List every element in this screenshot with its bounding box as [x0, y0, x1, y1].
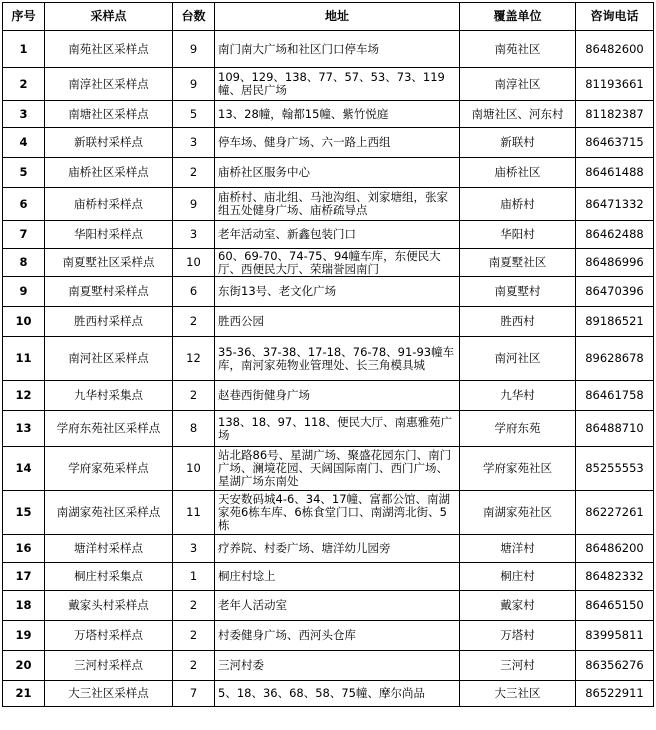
cell-desks: 9	[173, 188, 215, 221]
cell-phone: 86522911	[576, 681, 654, 707]
cell-address: 庙桥村、庙北组、马池沟组、刘家塘组，张家组五处健身广场、庙桥疏导点	[215, 188, 460, 221]
cell-phone: 89186521	[576, 307, 654, 337]
cell-coverage: 胜西村	[460, 307, 576, 337]
cell-address: 老年人活动室	[215, 591, 460, 621]
header-address: 地址	[215, 3, 460, 31]
cell-point: 南河社区采样点	[45, 337, 173, 381]
cell-address: 138、18、97、118、便民大厅、南惠雅苑广场	[215, 411, 460, 447]
cell-desks: 9	[173, 68, 215, 101]
cell-no: 1	[3, 31, 45, 68]
cell-no: 7	[3, 221, 45, 249]
cell-coverage: 学府家苑社区	[460, 447, 576, 491]
cell-desks: 7	[173, 681, 215, 707]
cell-phone: 86356276	[576, 651, 654, 681]
cell-point: 学府家苑采样点	[45, 447, 173, 491]
cell-address: 赵巷西街健身广场	[215, 381, 460, 411]
cell-phone: 86482332	[576, 563, 654, 591]
header-desks: 台数	[173, 3, 215, 31]
cell-no: 20	[3, 651, 45, 681]
cell-address: 东街13号、老文化广场	[215, 277, 460, 307]
cell-coverage: 南湖家苑社区	[460, 491, 576, 535]
cell-address: 南门南大广场和社区门口停车场	[215, 31, 460, 68]
cell-desks: 2	[173, 158, 215, 188]
cell-desks: 3	[173, 535, 215, 563]
table-row	[3, 337, 654, 381]
cell-point: 南塘社区采样点	[45, 101, 173, 128]
table-row	[3, 277, 654, 307]
cell-phone: 86227261	[576, 491, 654, 535]
cell-phone: 86482600	[576, 31, 654, 68]
cell-phone: 86462488	[576, 221, 654, 249]
cell-address: 35-36、37-38、17-18、76-78、91-93幢车库，南河家苑物业管理处、长三角模具城	[215, 337, 460, 381]
header-coverage: 覆盖单位	[460, 3, 576, 31]
cell-phone: 83995811	[576, 621, 654, 651]
cell-phone: 85255553	[576, 447, 654, 491]
cell-point: 南苑社区采样点	[45, 31, 173, 68]
cell-desks: 3	[173, 221, 215, 249]
table-header-row	[3, 3, 654, 31]
cell-address: 村委健身广场、西河头仓库	[215, 621, 460, 651]
cell-phone: 86461758	[576, 381, 654, 411]
cell-point: 胜西村采样点	[45, 307, 173, 337]
cell-point: 桐庄村采集点	[45, 563, 173, 591]
cell-no: 4	[3, 128, 45, 158]
cell-coverage: 九华村	[460, 381, 576, 411]
cell-desks: 2	[173, 651, 215, 681]
table-row	[3, 307, 654, 337]
cell-phone: 86465150	[576, 591, 654, 621]
table-row	[3, 101, 654, 128]
cell-desks: 2	[173, 381, 215, 411]
table-row	[3, 591, 654, 621]
cell-coverage: 塘洋村	[460, 535, 576, 563]
table-row	[3, 563, 654, 591]
table-row	[3, 621, 654, 651]
sampling-points-table	[2, 2, 654, 707]
cell-coverage: 大三社区	[460, 681, 576, 707]
cell-address: 13、28幢，翰都15幢、紫竹悦庭	[215, 101, 460, 128]
table-row	[3, 491, 654, 535]
cell-coverage: 桐庄村	[460, 563, 576, 591]
cell-address: 老年活动室、新鑫包装门口	[215, 221, 460, 249]
table-row	[3, 68, 654, 101]
cell-phone: 86486200	[576, 535, 654, 563]
header-no: 序号	[3, 3, 45, 31]
cell-no: 9	[3, 277, 45, 307]
cell-phone: 86461488	[576, 158, 654, 188]
cell-address: 109、129、138、77、57、53、73、119幢、居民广场	[215, 68, 460, 101]
cell-point: 庙桥村采样点	[45, 188, 173, 221]
cell-address: 站北路86号、星湖广场、聚盛花园东门、南门广场、澜境花园、天阔国际南门、西门广场、星湖广场东南处	[215, 447, 460, 491]
cell-coverage: 新联村	[460, 128, 576, 158]
cell-no: 8	[3, 249, 45, 277]
cell-coverage: 戴家村	[460, 591, 576, 621]
cell-desks: 11	[173, 491, 215, 535]
cell-coverage: 南淳社区	[460, 68, 576, 101]
header-phone: 咨询电话	[576, 3, 654, 31]
table-row	[3, 381, 654, 411]
cell-no: 5	[3, 158, 45, 188]
cell-point: 塘洋村采样点	[45, 535, 173, 563]
cell-coverage: 庙桥社区	[460, 158, 576, 188]
cell-phone: 86470396	[576, 277, 654, 307]
cell-address: 5、18、36、68、58、75幢、摩尔尚品	[215, 681, 460, 707]
cell-address: 60、69-70、74-75、94幢车库，东便民大厅、西便民大厅、荣瑞誉园南门	[215, 249, 460, 277]
cell-desks: 3	[173, 128, 215, 158]
cell-coverage: 庙桥村	[460, 188, 576, 221]
cell-desks: 5	[173, 101, 215, 128]
cell-address: 疗养院、村委广场、塘洋幼儿园旁	[215, 535, 460, 563]
table-row	[3, 681, 654, 707]
cell-address: 庙桥社区服务中心	[215, 158, 460, 188]
cell-desks: 12	[173, 337, 215, 381]
cell-no: 10	[3, 307, 45, 337]
cell-point: 南淳社区采样点	[45, 68, 173, 101]
cell-no: 6	[3, 188, 45, 221]
cell-desks: 10	[173, 447, 215, 491]
table-row	[3, 221, 654, 249]
cell-point: 九华村采集点	[45, 381, 173, 411]
cell-no: 15	[3, 491, 45, 535]
cell-address: 停车场、健身广场、六一路上西组	[215, 128, 460, 158]
cell-phone: 86471332	[576, 188, 654, 221]
cell-phone: 81193661	[576, 68, 654, 101]
cell-phone: 86486996	[576, 249, 654, 277]
table-row	[3, 188, 654, 221]
cell-address: 三河村委	[215, 651, 460, 681]
cell-desks: 1	[173, 563, 215, 591]
cell-no: 11	[3, 337, 45, 381]
cell-phone: 86463715	[576, 128, 654, 158]
cell-desks: 9	[173, 31, 215, 68]
cell-coverage: 南河社区	[460, 337, 576, 381]
cell-no: 13	[3, 411, 45, 447]
cell-coverage: 南塘社区、河东村	[460, 101, 576, 128]
table-row	[3, 128, 654, 158]
cell-no: 12	[3, 381, 45, 411]
cell-point: 南夏墅村采样点	[45, 277, 173, 307]
table-row	[3, 447, 654, 491]
cell-phone: 89628678	[576, 337, 654, 381]
cell-desks: 2	[173, 307, 215, 337]
cell-no: 21	[3, 681, 45, 707]
cell-no: 19	[3, 621, 45, 651]
cell-coverage: 华阳村	[460, 221, 576, 249]
cell-no: 14	[3, 447, 45, 491]
table-row	[3, 249, 654, 277]
cell-point: 南湖家苑社区采样点	[45, 491, 173, 535]
cell-coverage: 南夏墅社区	[460, 249, 576, 277]
cell-coverage: 南夏墅村	[460, 277, 576, 307]
cell-desks: 10	[173, 249, 215, 277]
table-row	[3, 535, 654, 563]
cell-no: 17	[3, 563, 45, 591]
cell-point: 三河村采样点	[45, 651, 173, 681]
table-row	[3, 158, 654, 188]
cell-desks: 2	[173, 591, 215, 621]
cell-desks: 2	[173, 621, 215, 651]
cell-address: 胜西公园	[215, 307, 460, 337]
header-point: 采样点	[45, 3, 173, 31]
cell-point: 新联村采样点	[45, 128, 173, 158]
table-row	[3, 411, 654, 447]
cell-desks: 6	[173, 277, 215, 307]
cell-point: 庙桥社区采样点	[45, 158, 173, 188]
cell-coverage: 南苑社区	[460, 31, 576, 68]
cell-coverage: 学府东苑	[460, 411, 576, 447]
cell-phone: 81182387	[576, 101, 654, 128]
cell-desks: 8	[173, 411, 215, 447]
cell-point: 戴家头村采样点	[45, 591, 173, 621]
cell-no: 2	[3, 68, 45, 101]
table-row	[3, 651, 654, 681]
cell-point: 南夏墅社区采样点	[45, 249, 173, 277]
cell-address: 天安数码城4-6、34、17幢、富都公馆、南湖家苑6栋车库、6栋食堂门口、南湖湾北街、5栋	[215, 491, 460, 535]
cell-coverage: 三河村	[460, 651, 576, 681]
cell-no: 18	[3, 591, 45, 621]
cell-address: 桐庄村埝上	[215, 563, 460, 591]
cell-point: 华阳村采样点	[45, 221, 173, 249]
cell-point: 大三社区采样点	[45, 681, 173, 707]
cell-point: 学府东苑社区采样点	[45, 411, 173, 447]
cell-phone: 86488710	[576, 411, 654, 447]
table-row	[3, 31, 654, 68]
cell-coverage: 万塔村	[460, 621, 576, 651]
cell-no: 3	[3, 101, 45, 128]
cell-point: 万塔村采样点	[45, 621, 173, 651]
cell-no: 16	[3, 535, 45, 563]
